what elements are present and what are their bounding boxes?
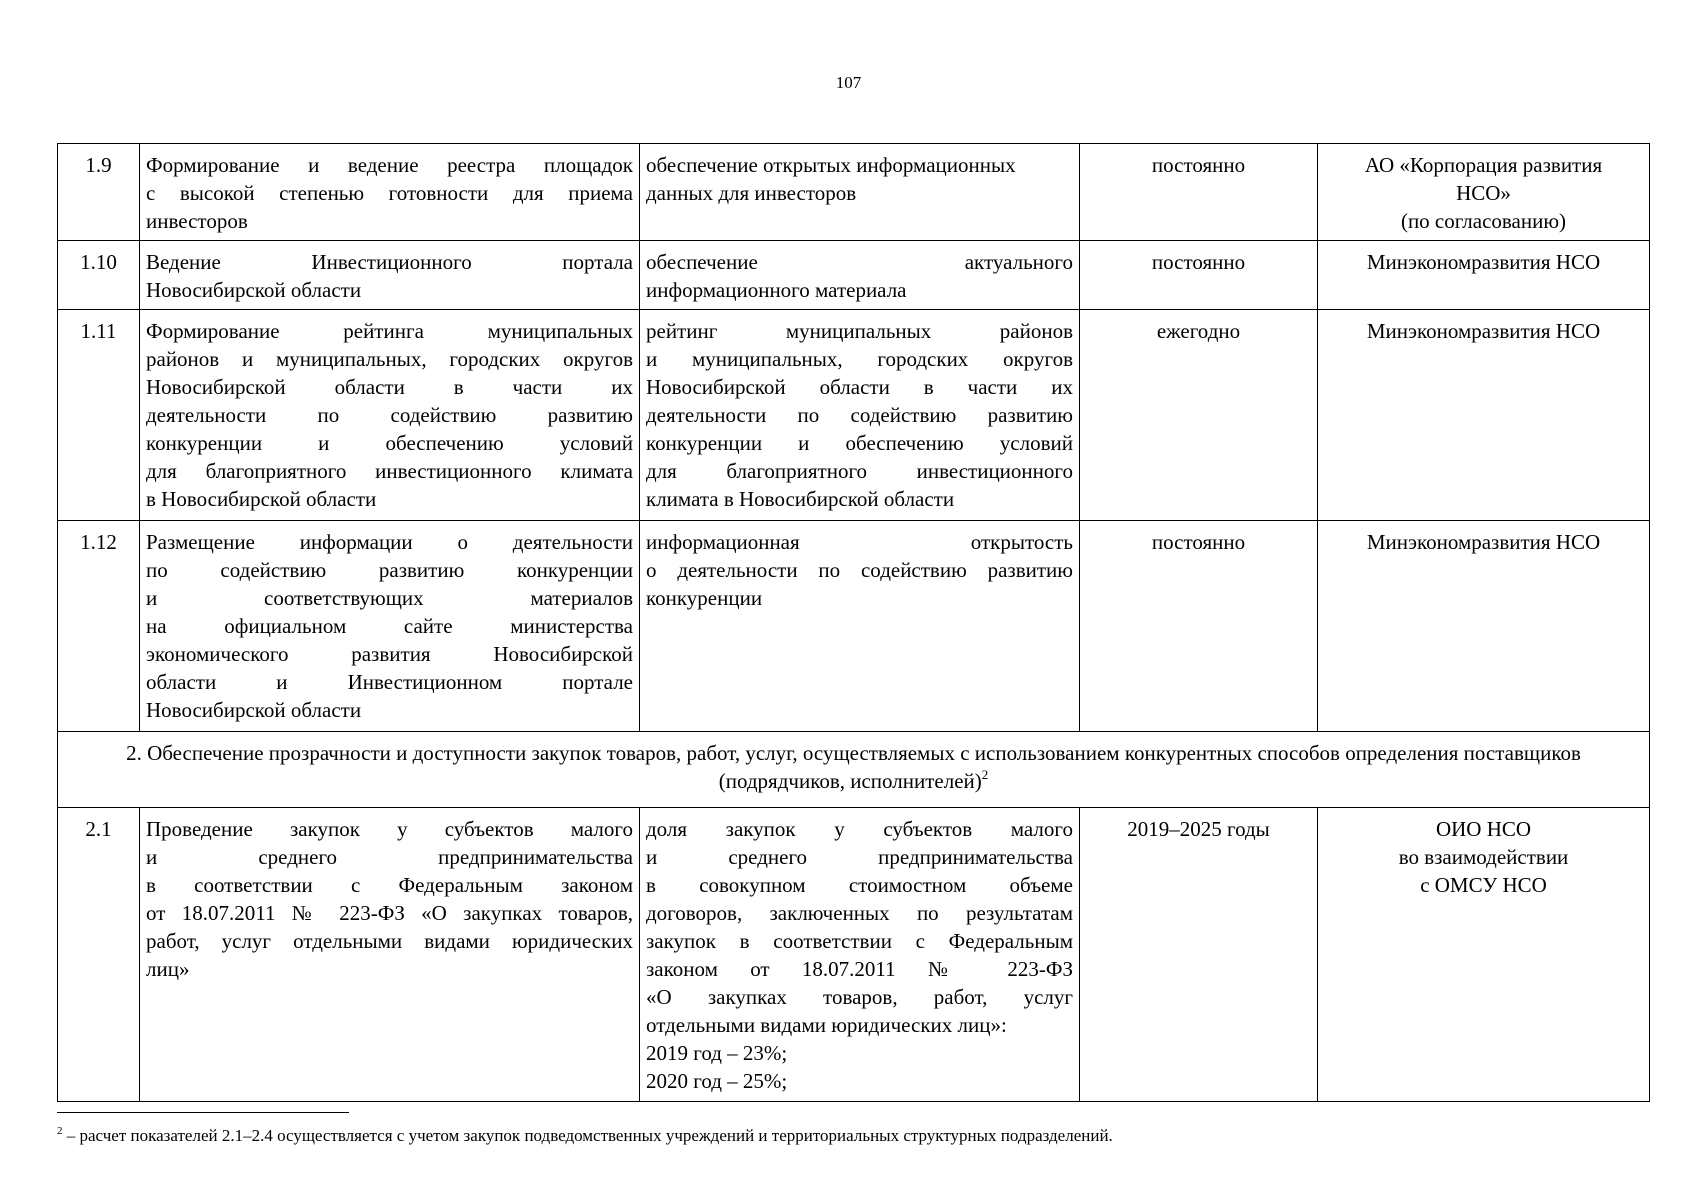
responsible-cell: Минэкономразвития НСО xyxy=(1318,241,1650,310)
section-title: 2. Обеспечение прозрачности и доступности закупок товаров, работ, услуг, осуществляемых с использованием конкурентных способов определения поставщиков (подрядчиков, исполнителей)$^2$ xyxy=(58,732,1650,808)
result-cell: информационная открытость о деятельности по содействию развитию конкуренции xyxy=(640,521,1080,732)
term-cell: постоянно xyxy=(1080,521,1318,732)
term-cell: постоянно xyxy=(1080,241,1318,310)
footnote xyxy=(57,1125,1617,1147)
table-row xyxy=(58,144,1650,241)
measures-table xyxy=(57,143,1650,1102)
table-row xyxy=(58,310,1650,521)
activity-cell: Размещение информации о деятельности по содействию развитию конкуренции и соответствующих материалов на официальном сайте министерства экономического развития Новосибирской области и Инвестиционном портале Новосибирской области xyxy=(140,521,640,732)
table-row xyxy=(58,241,1650,310)
result-cell: обеспечение открытых информационных данных для инвесторов xyxy=(640,144,1080,241)
row-number: 1.9 xyxy=(58,144,140,241)
term-cell: постоянно xyxy=(1080,144,1318,241)
activity-cell: Ведение Инвестиционного портала Новосибирской области xyxy=(140,241,640,310)
responsible-cell: Минэкономразвития НСО xyxy=(1318,310,1650,521)
responsible-cell: Минэкономразвития НСО xyxy=(1318,521,1650,732)
activity-cell: Проведение закупок у субъектов малого и среднего предпринимательства в соответствии с Федеральным законом от 18.07.2011 № 223-ФЗ «О закупках товаров, работ, услуг отдельными видами юридических лиц» xyxy=(140,808,640,1102)
table-row xyxy=(58,521,1650,732)
term-cell: 2019–2025 годы xyxy=(1080,808,1318,1102)
page-number: 107 xyxy=(835,73,862,92)
result-cell: доля закупок у субъектов малого и среднего предпринимательства в совокупном стоимостном объеме договоров, заключенных по результатам закупок в соответствии с Федеральным законом от 18.07.2011 № 223-ФЗ «О закупках товаров, работ, услуг отдельными видами юридических лиц»: 2019 год – 23%; 2020 год – 25%; xyxy=(640,808,1080,1102)
footnote-text: – расчет показателей 2.1–2.4 осуществляется с учетом закупок подведомственных учреждений и территориальных структурных подразделений. xyxy=(62,1126,1113,1145)
row-number: 1.11 xyxy=(58,310,140,521)
table-row xyxy=(58,808,1650,1102)
row-number: 1.10 xyxy=(58,241,140,310)
activity-cell: Формирование рейтинга муниципальных районов и муниципальных, городских округов Новосибирской области в части их деятельности по содействию развитию конкуренции и обеспечению условий для благоприятного инвестиционного климата в Новосибирской области xyxy=(140,310,640,521)
footnote-ref: 2 xyxy=(981,767,989,782)
term-cell: ежегодно xyxy=(1080,310,1318,521)
responsible-cell: ОИО НСО во взаимодействии с ОМСУ НСО xyxy=(1318,808,1650,1102)
footnote-divider xyxy=(57,1112,349,1113)
responsible-cell: АО «Корпорация развития НСО» (по согласованию) xyxy=(1318,144,1650,241)
result-cell: рейтинг муниципальных районов и муниципальных, городских округов Новосибирской области в части их деятельности по содействию развитию конкуренции и обеспечению условий для благоприятного инвестиционного климата в Новосибирской области xyxy=(640,310,1080,521)
result-cell: обеспечение актуального информационного материала xyxy=(640,241,1080,310)
footnote-mark: 2 xyxy=(57,1125,63,1137)
row-number: 2.1 xyxy=(58,808,140,1102)
section-header-row xyxy=(58,732,1650,808)
activity-cell: Формирование и ведение реестра площадок с высокой степенью готовности для приема инвесторов xyxy=(140,144,640,241)
row-number: 1.12 xyxy=(58,521,140,732)
